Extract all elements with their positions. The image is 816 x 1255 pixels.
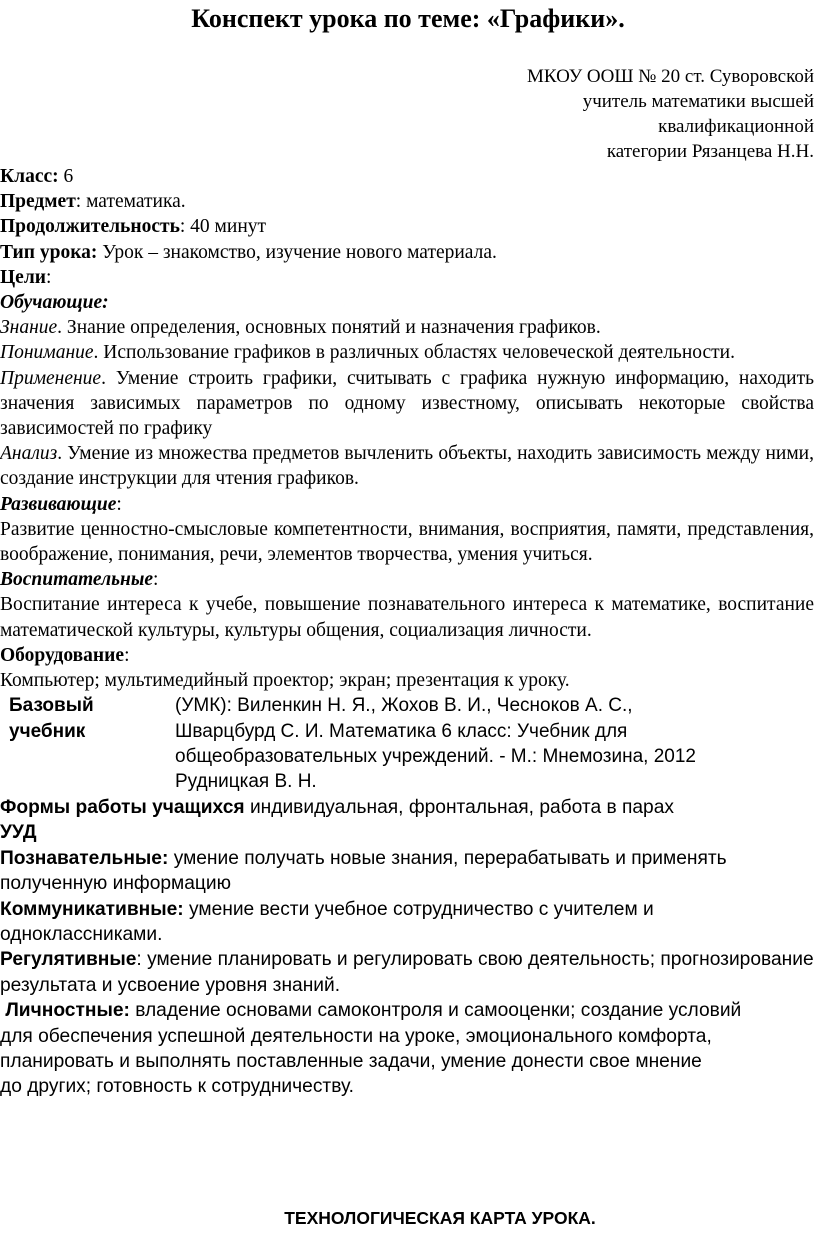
textbook-label-line: Базовый (9, 695, 94, 717)
personal-line: планировать и выполнять поставленные задачи, умение донести свое мнение (0, 1050, 702, 1072)
application-text: . Умение строить графики, считывать с графика нужную информацию, находить значения зависимых параметров по одному известному, описывать некоторые свойства зависимостей по графику (0, 367, 814, 440)
document-title: Конспект урока по теме: «Графики». (191, 4, 625, 33)
duration-label: Продолжительность (0, 216, 180, 238)
org-line: квалификационной (658, 116, 814, 137)
goals-label: Цели (0, 266, 46, 288)
textbook-text (175, 693, 814, 795)
developing-heading-text: Развивающие (0, 493, 117, 515)
class-line (0, 164, 814, 189)
uud-heading-text: УУД (0, 822, 37, 844)
communicative-text: умение вести учебное сотрудничество с учителем и одноклассниками. (0, 898, 654, 945)
textbook-block (0, 693, 814, 795)
equipment-colon: : (124, 644, 130, 666)
tech-map-heading: ТЕХНОЛОГИЧЕСКАЯ КАРТА УРОКА. (284, 1208, 596, 1228)
class-value: 6 (58, 166, 74, 187)
lesson-type-line (0, 240, 814, 265)
knowledge-text: . Знание определения, основных понятий и назначения графиков. (57, 317, 601, 339)
personal-label: Личностные: (5, 1000, 130, 1022)
communicative-label: Коммуникативные: (0, 898, 184, 920)
duration-value: : 40 минут (179, 216, 267, 238)
goals-colon: : (46, 266, 52, 288)
textbook-label (0, 693, 175, 795)
developing-heading (0, 492, 814, 517)
org-line: учитель математики высшей (582, 91, 814, 112)
lesson-type-label: Тип урока: (0, 241, 98, 263)
textbook-line: Шварцбурд С. И. Математика 6 класс: Учебник для (175, 720, 628, 742)
org-line: категории Рязанцева Н.Н. (606, 141, 814, 162)
textbook-label-line: учебник (9, 720, 86, 742)
personal-line (0, 998, 814, 1023)
textbook-line: (УМК): Виленкин Н. Я., Жохов В. И., Чесноков А. С., (175, 695, 633, 717)
uud-section (0, 795, 814, 1100)
personal-line: для обеспечения успешной деятельности на уроке, эмоционального комфорта, (0, 1025, 712, 1047)
knowledge-paragraph (0, 315, 814, 340)
equipment-heading (0, 643, 814, 668)
developing-colon: : (116, 493, 122, 515)
work-forms-line (0, 795, 814, 820)
subject-label: Предмет (0, 191, 76, 213)
org-line: МКОУ ООШ № 20 ст. Суворовской (526, 66, 814, 87)
understanding-label: Понимание (0, 342, 94, 364)
teaching-heading (0, 290, 814, 315)
goals-line (0, 265, 814, 290)
subject-value: : математика. (75, 191, 186, 213)
understanding-text: . Использование графиков в различных областях человеческой деятельности. (93, 342, 735, 364)
work-forms-text: индивидуальная, фронтальная, работа в парах (244, 796, 674, 818)
subject-line (0, 189, 814, 214)
document-body (0, 164, 814, 1100)
uud-heading (0, 820, 814, 845)
personal-line: до других; готовность к сотрудничеству. (0, 1076, 354, 1098)
cognitive-label: Познавательные: (0, 847, 169, 869)
application-paragraph (0, 366, 814, 442)
educational-paragraph: Воспитание интереса к учебе, повышение познавательного интереса к математике, воспитание математической культуры, культуры общения, социализация личности. (0, 594, 814, 641)
class-label: Класс: (0, 166, 59, 187)
duration-line (0, 214, 814, 239)
lesson-type-value: Урок – знакомство, изучение нового материала. (97, 241, 497, 263)
analysis-paragraph (0, 441, 814, 491)
analysis-label: Анализ (0, 443, 58, 465)
regulative-label: Регулятивные (0, 949, 137, 971)
personal-text: владение основами самоконтроля и самооценки; создание условий (129, 1000, 742, 1022)
cognitive-paragraph (0, 846, 814, 897)
regulative-text: : умение планировать и регулировать свою деятельность; прогнозирование результата и усвоение уровня знаний. (0, 949, 814, 996)
knowledge-label: Знание (0, 317, 58, 339)
educational-colon: : (153, 569, 159, 591)
regulative-paragraph (0, 947, 814, 998)
work-forms-label: Формы работы учащихся (0, 796, 245, 818)
application-label: Применение (0, 367, 102, 389)
analysis-text: . Умение из множества предметов вычленить объекты, находить зависимость между ними, создание инструкции для чтения графиков. (0, 443, 814, 490)
equipment-heading-text: Оборудование (0, 644, 125, 666)
educational-heading (0, 567, 814, 592)
cognitive-text: умение получать новые знания, перерабатывать и применять полученную информацию (0, 847, 727, 895)
textbook-line: общеобразовательных учреждений. - М.: Мнемозина, 2012 (175, 746, 696, 768)
personal-paragraph (0, 998, 814, 1100)
developing-paragraph: Развитие ценностно-смысловые компетентности, внимания, восприятия, памяти, представления, воображение, понимания, речи, элементов творчества, умения учиться. (0, 518, 814, 566)
understanding-paragraph (0, 340, 814, 365)
educational-heading-text: Воспитательные (0, 569, 154, 591)
communicative-paragraph (0, 897, 814, 948)
organization-block (527, 64, 814, 164)
textbook-line: Рудницкая В. Н. (175, 771, 317, 793)
equipment-paragraph: Компьютер; мультимедийный проектор; экран; презентация к уроку. (0, 670, 570, 692)
teaching-heading-text: Обучающие: (0, 292, 109, 314)
